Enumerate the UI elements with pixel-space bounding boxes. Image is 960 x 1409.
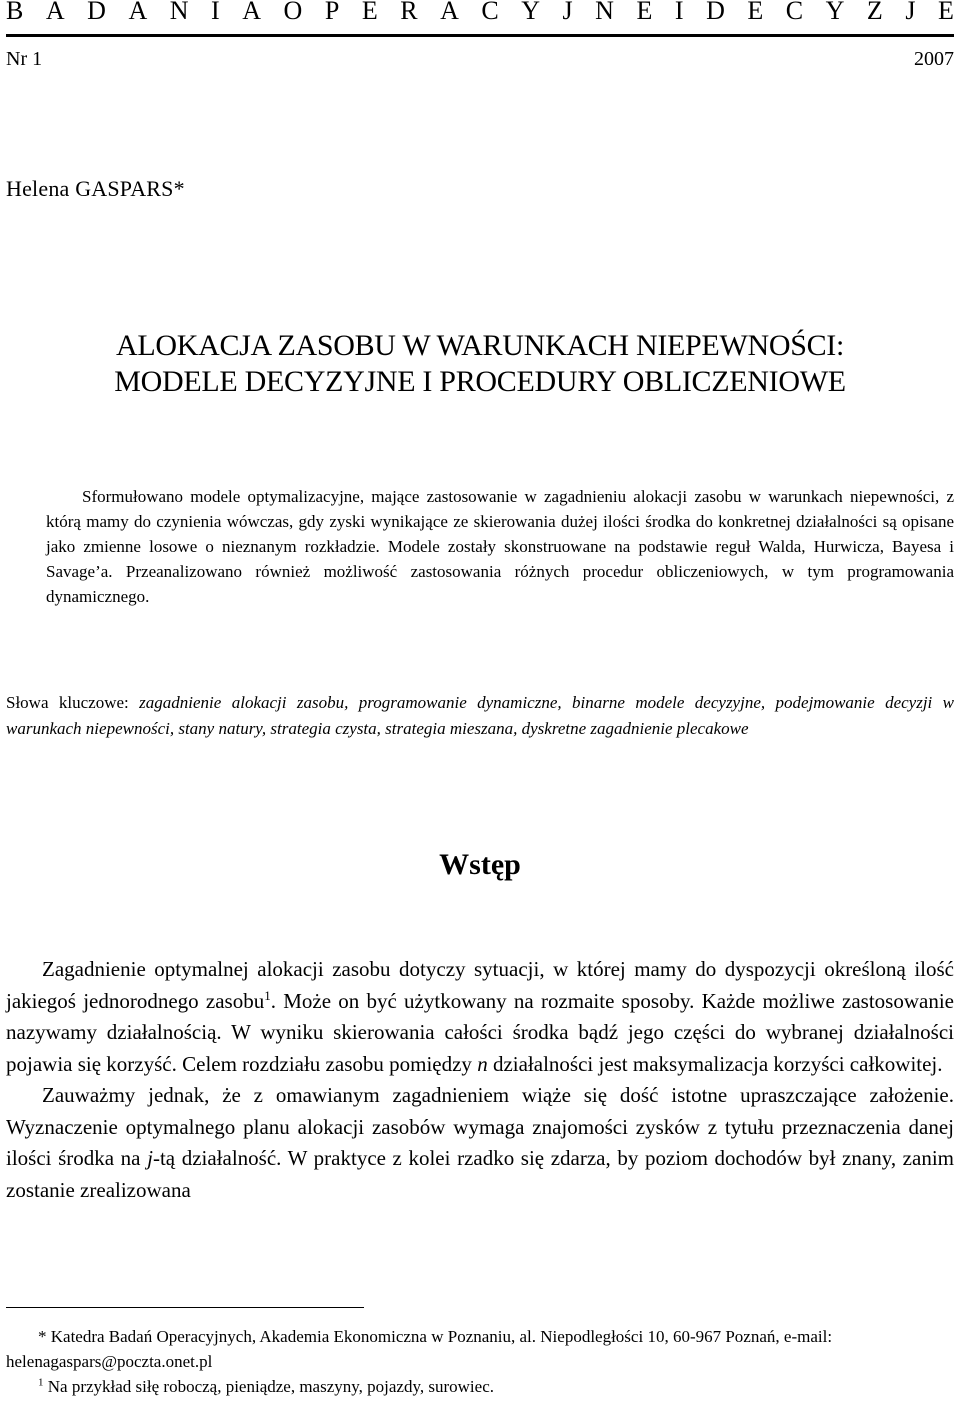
issue-row (6, 48, 954, 71)
journal-title-letter: Z (866, 0, 883, 25)
variable-n: n (477, 1051, 488, 1076)
author-name: Helena GASPARS* (6, 176, 185, 201)
journal-title-letter: C (481, 0, 499, 25)
journal-title-letter: I (674, 0, 684, 25)
abstract-paragraph: Sformułowano modele optymalizacyjne, mające zastosowanie w zagadnieniu alokacji zasobu w warunkach niepewności, z którą mamy do czynienia wówczas, gdy zyski wynikające ze skierowania dużej ilości środka do konkretnej działalności są opisane jako zmienne losowe o nieznanym rozkładzie. Modele zostały skonstruowane na podstawie reguł Walda, Hurwicza, Bayesa i Savage’a. Przeanalizowano również możliwość zastosowania różnych procedur obliczeniowych, w tym programowania dynamicznego. (46, 487, 954, 606)
footnote-ref-1: 1 (264, 987, 271, 1003)
footnote-1 (6, 1374, 954, 1399)
body-text-span: . Może on być użytkowany na rozmaite sposoby. Każde możliwe zastosowanie nazywamy działalnością. W wyniku skierowania całości środka bądź jego części do wybranej działalności pojawia się korzyść. Celem rozdziału zasobu pomiędzy (6, 988, 954, 1076)
footnote-1-mark: 1 (38, 1376, 44, 1389)
body-text (6, 954, 954, 1206)
journal-title-letter: D (87, 0, 106, 25)
keywords (6, 690, 954, 742)
footnotes (6, 1324, 954, 1399)
paper-title-line-1: ALOKACJA ZASOBU W WARUNKACH NIEPEWNOŚCI: (115, 329, 845, 362)
variable-j: j (147, 1146, 153, 1170)
body-text-span: Zagadnienie optymalnej alokacji zasobu dotyczy sytuacji, w której mamy do dyspozycji określoną ilość jakiegoś jednorodnego zasobu (6, 957, 954, 1013)
journal-title-letter: Y (521, 0, 541, 25)
journal-title-letter: P (324, 0, 340, 25)
journal-title-letter: I (211, 0, 220, 25)
abstract (46, 484, 954, 609)
journal-title-letter: R (400, 0, 418, 25)
journal-title-letter: B (6, 0, 24, 25)
journal-title-letter: O (283, 0, 303, 25)
journal-title-letter: E (361, 0, 378, 25)
journal-title-letter: A (45, 0, 65, 25)
journal-title (6, 0, 954, 26)
header-rule (6, 34, 954, 37)
footnote-affiliation: * Katedra Badań Operacyjnych, Akademia Ekonomiczna w Poznaniu, al. Niepodległości 10, 60-967 Poznań, e-mail: helenagaspars@poczta.onet.pl (6, 1327, 833, 1371)
journal-title-letter: E (636, 0, 653, 25)
journal-title-letter: A (440, 0, 459, 25)
section-heading: Wstęp (439, 848, 521, 881)
body-text-span: Zauważmy jednak, że z omawianym zagadnieniem wiąże się dość istotne upraszczające założenie. Wyznaczenie optymalnego planu alokacji zasobów wymaga znajomości zysków z tytułu przeznaczenia danej ilości środka na (6, 1083, 954, 1170)
journal-title-letter: N (169, 0, 189, 25)
journal-title-letter: A (128, 0, 148, 25)
paper-title-line-2: MODELE DECYZYJNE I PROCEDURY OBLICZENIOWE (114, 365, 846, 398)
body-text-span: -tą działalność. W praktyce z kolei rzadko się zdarza, by poziom dochodów był znany, zanim zostanie zrealizowana (6, 1146, 954, 1202)
body-paragraph-1 (6, 954, 954, 1080)
journal-title-letter: D (706, 0, 725, 25)
journal-title-letter: Y (825, 0, 845, 25)
journal-title-letter: A (242, 0, 262, 25)
footnote-rule (6, 1307, 364, 1308)
keywords-text: zagadnienie alokacji zasobu, programowanie dynamiczne, binarne modele decyzyjne, podejmowanie decyzji w warunkach niepewności, stany natury, strategia czysta, strategia mieszana, dyskretne zagadnienie plecakowe (6, 693, 955, 738)
body-text-span: działalności jest maksymalizacja korzyści całkowitej. (487, 1051, 943, 1076)
footnote-1-text: Na przykład siłę roboczą, pieniądze, maszyny, pojazdy, surowiec. (43, 1377, 494, 1396)
journal-title-letter: J (562, 0, 573, 25)
journal-title-letter: E (937, 0, 954, 25)
issue-number: Nr 1 (6, 48, 43, 70)
journal-title-letter: N (595, 0, 614, 25)
journal-title-letter: J (905, 0, 916, 25)
paper-title (0, 328, 960, 400)
keywords-label: Słowa kluczowe: (6, 693, 129, 712)
journal-title-letter: E (747, 0, 764, 25)
body-paragraph-2 (6, 1080, 954, 1206)
issue-year: 2007 (914, 48, 954, 70)
journal-title-letter: C (785, 0, 804, 25)
